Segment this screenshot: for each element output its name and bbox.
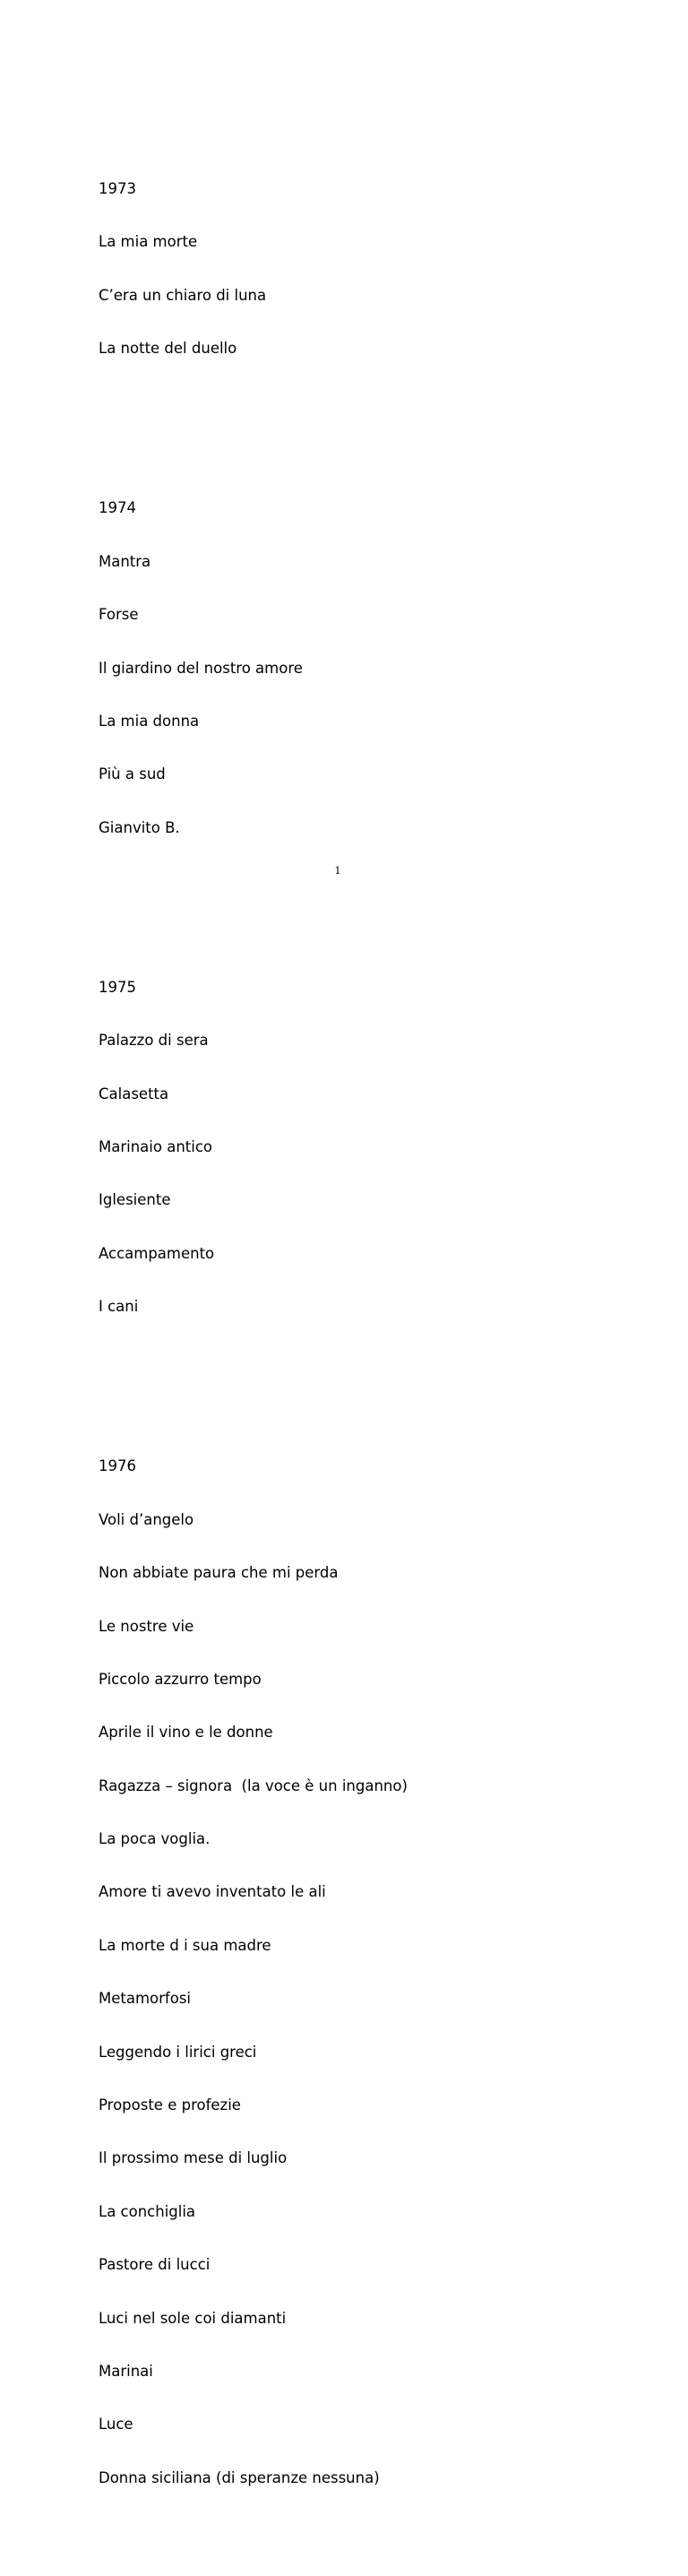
title-line: Il giardino del nostro amore: [99, 659, 303, 677]
title-line: Luci nel sole coi diamanti: [99, 2309, 287, 2327]
year-section-1975: [99, 943, 408, 1351]
title-line: Palazzo di sera: [99, 1032, 209, 1050]
year-section-1974: [99, 464, 408, 872]
year-section-1976: [99, 1422, 408, 2522]
year-heading: 1976: [99, 1457, 136, 1475]
title-line: Forse: [99, 606, 139, 624]
title-line: Calasetta: [99, 1085, 169, 1102]
title-line: Ragazza – signora (la voce è un inganno): [99, 1776, 408, 1794]
year-heading: 1973: [99, 179, 136, 197]
title-line: Marinaio antico: [99, 1138, 212, 1156]
title-line: Luce: [99, 2416, 133, 2433]
title-line: Non abbiate paura che mi perda: [99, 1564, 339, 1582]
title-line: Metamorfosi: [99, 1990, 192, 2008]
title-line: C’era un chiaro di luna: [99, 286, 267, 304]
title-line: I cani: [99, 1298, 139, 1316]
title-line: Più a sud: [99, 765, 166, 783]
title-line: Amore ti avevo inventato le ali: [99, 1883, 326, 1901]
title-line: La notte del duello: [99, 340, 237, 358]
title-line: La poca voglia.: [99, 1830, 211, 1848]
title-line: Piccolo azzurro tempo: [99, 1670, 262, 1688]
title-line: Gianvito B.: [99, 818, 180, 836]
title-line: Iglesiente: [99, 1191, 171, 1209]
year-section-1973: [99, 144, 408, 393]
year-heading: 1974: [99, 499, 136, 517]
title-line: Accampamento: [99, 1244, 215, 1262]
title-line: Aprile il vino e le donne: [99, 1724, 273, 1742]
title-line: Marinai: [99, 2363, 153, 2380]
title-line: La conchiglia: [99, 2202, 196, 2220]
document-body: [99, 91, 408, 2576]
title-line: Le nostre vie: [99, 1617, 194, 1635]
title-line: Mantra: [99, 552, 151, 570]
title-line: La mia donna: [99, 712, 200, 730]
title-line: Proposte e profezie: [99, 2096, 241, 2114]
title-line: La morte d i sua madre: [99, 1936, 271, 1954]
title-line: Leggendo i lirici greci: [99, 2043, 257, 2061]
page-number: 1: [334, 865, 341, 877]
title-line: La mia morte: [99, 233, 198, 251]
title-line: Il prossimo mese di luglio: [99, 2149, 288, 2167]
title-line: Pastore di lucci: [99, 2256, 211, 2274]
year-heading: 1975: [99, 978, 136, 996]
title-line: Donna siciliana (di speranze nessuna): [99, 2468, 380, 2486]
title-line: Voli d’angelo: [99, 1510, 194, 1528]
